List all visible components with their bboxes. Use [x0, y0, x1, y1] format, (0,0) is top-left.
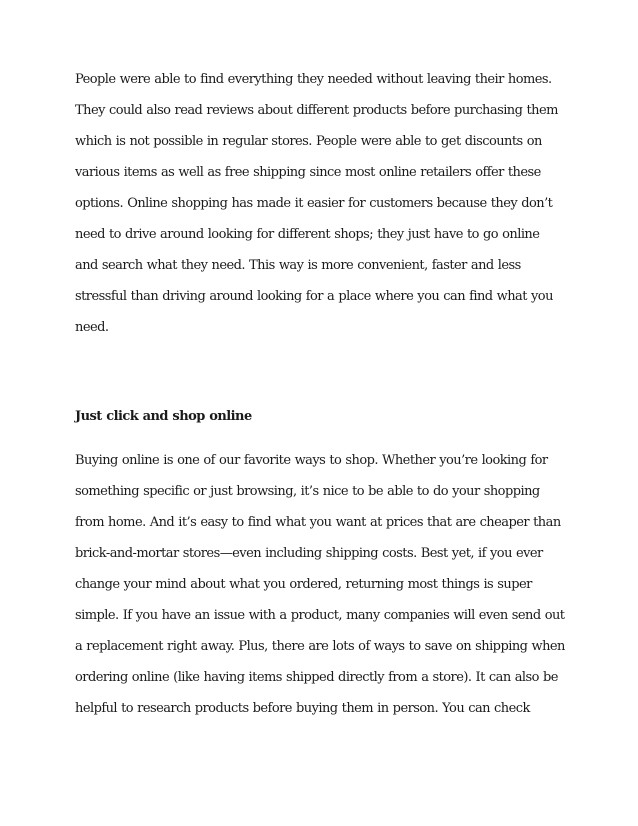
paragraph-1-line-6: need to drive around looking for different shops; they just have to go online [75, 227, 540, 242]
paragraph-2-line-8: ordering online (like having items shipped directly from a store). It can also be [75, 670, 558, 685]
paragraph-1-line-1: People were able to find everything they needed without leaving their homes. [75, 72, 552, 87]
paragraph-1-line-4: various items as well as free shipping since most online retailers offer these [75, 165, 541, 180]
paragraph-2-line-1: Buying online is one of our favorite ways to shop. Whether you’re looking for [75, 453, 548, 468]
paragraph-1-line-8: stressful than driving around looking for a place where you can find what you [75, 289, 553, 304]
paragraph-1-line-9: need. [75, 320, 109, 335]
paragraph-2-line-7: a replacement right away. Plus, there are lots of ways to save on shipping when [75, 639, 565, 654]
paragraph-2-line-2: something specific or just browsing, it’s nice to be able to do your shopping [75, 484, 540, 499]
paragraph-1-line-5: options. Online shopping has made it easier for customers because they don’t [75, 196, 553, 211]
paragraph-2-line-4: brick-and-mortar stores—even including shipping costs. Best yet, if you ever [75, 546, 543, 561]
paragraph-2-line-9: helpful to research products before buying them in person. You can check [75, 701, 530, 716]
paragraph-2-line-6: simple. If you have an issue with a product, many companies will even send out [75, 608, 565, 623]
section-heading: Just click and shop online [75, 409, 252, 424]
paragraph-2-line-3: from home. And it’s easy to find what you want at prices that are cheaper than [75, 515, 561, 530]
paragraph-2-line-5: change your mind about what you ordered, returning most things is super [75, 577, 532, 592]
paragraph-1-line-3: which is not possible in regular stores. People were able to get discounts on [75, 134, 542, 149]
paragraph-1-line-2: They could also read reviews about different products before purchasing them [75, 103, 558, 118]
paragraph-1-line-7: and search what they need. This way is more convenient, faster and less [75, 258, 521, 273]
